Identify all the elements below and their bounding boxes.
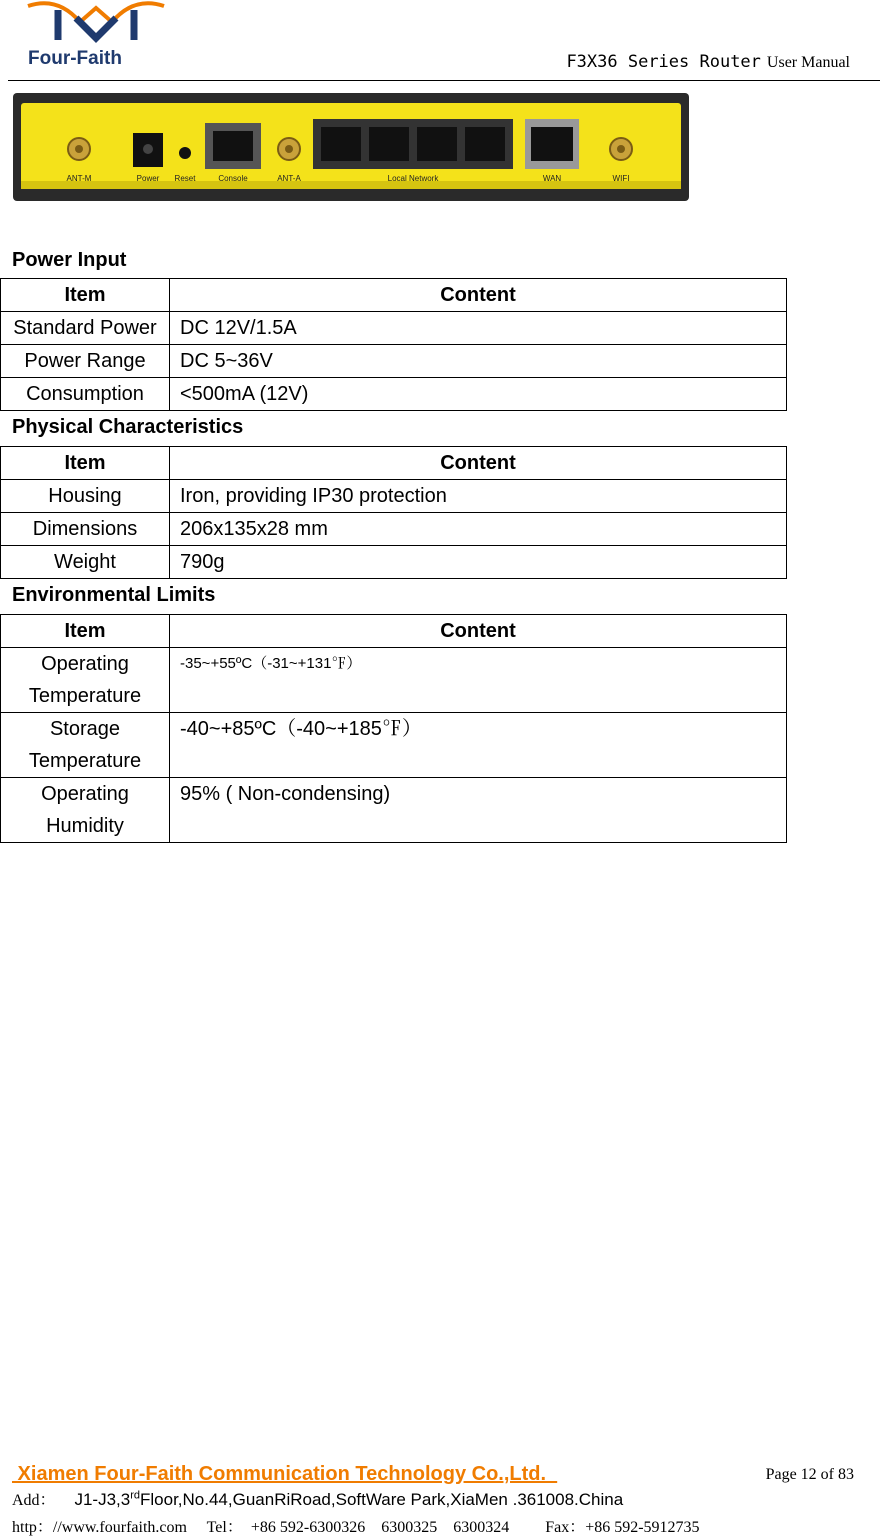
router-label-power: Power [136,174,160,183]
column-header-item: Item [1,279,170,312]
row-item: Housing [1,480,170,513]
row-content: -35~+55ºC（-31~+131℉） [170,648,787,713]
section-title-environmental-limits: Environmental Limits [12,584,216,606]
logo-text: Four-Faith [28,48,122,69]
row-item: Weight [1,546,170,579]
row-content: Iron, providing IP30 protection [170,480,787,513]
table-row [1,378,787,411]
address-label: Add： [12,1492,56,1509]
router-label-reset: Reset [174,174,196,183]
row-item: Consumption [1,378,170,411]
row-content: DC 5~36V [170,345,787,378]
table-row [1,713,787,778]
column-header-item: Item [1,447,170,480]
row-content: 206x135x28 mm [170,513,787,546]
section-title-power-input: Power Input [12,249,127,271]
environmental-limits-table [0,614,787,843]
table-row [1,546,787,579]
router-label-wifi: WIFI [612,174,630,183]
row-content: -40~+85ºC（-40~+185℉） [170,713,787,778]
footer-company-name: Xiamen Four-Faith Communication Technology Co.,Ltd. [12,1463,558,1485]
column-header-content: Content [170,447,787,480]
table-row [1,480,787,513]
table-row [1,513,787,546]
document-subtitle: User Manual [766,54,850,71]
row-item: Operating Temperature [1,648,170,713]
address-line-rest: Floor,No.44,GuanRiRoad,SoftWare Park,XiaMen .361008.China [140,1490,624,1509]
row-content: 790g [170,546,787,579]
table-header-row [1,279,787,312]
footer-contact-line: http：//www.fourfaith.com Tel： +86 592-6300326 6300325 6300324 Fax：+86 592-5912735 [12,1519,700,1536]
router-label-console: Console [218,174,248,183]
document-title: F3X36 Series Router [566,52,761,72]
row-content: 95% ( Non-condensing) [170,778,787,843]
row-item: Storage Temperature [1,713,170,778]
header-divider [8,80,880,81]
table-row [1,312,787,345]
physical-characteristics-table [0,446,787,579]
router-label-ant-a: ANT-A [277,174,301,183]
row-content: DC 12V/1.5A [170,312,787,345]
section-title-physical-characteristics: Physical Characteristics [12,416,244,438]
table-header-row [1,447,787,480]
column-header-content: Content [170,279,787,312]
column-header-item: Item [1,615,170,648]
address-ordinal: rd [130,1489,140,1502]
footer-address [12,1487,623,1510]
router-label-ant-m: ANT-M [66,174,92,183]
table-row [1,778,787,843]
table-row [1,345,787,378]
row-item: Power Range [1,345,170,378]
address-line-start: J1-J3,3 [74,1490,131,1509]
row-item: Standard Power [1,312,170,345]
reset-button [179,147,191,159]
router-label-local-network: Local Network [387,174,439,183]
four-faith-logo [18,0,173,72]
table-header-row [1,615,787,648]
row-item: Dimensions [1,513,170,546]
column-header-content: Content [170,615,787,648]
row-item: Operating Humidity [1,778,170,843]
router-front-panel-image [13,93,689,201]
row-content: <500mA (12V) [170,378,787,411]
router-label-wan: WAN [542,174,562,183]
power-input-table [0,278,787,411]
page-header-title [566,52,850,72]
table-row [1,648,787,713]
page-number: Page 12 of 83 [765,1466,854,1483]
